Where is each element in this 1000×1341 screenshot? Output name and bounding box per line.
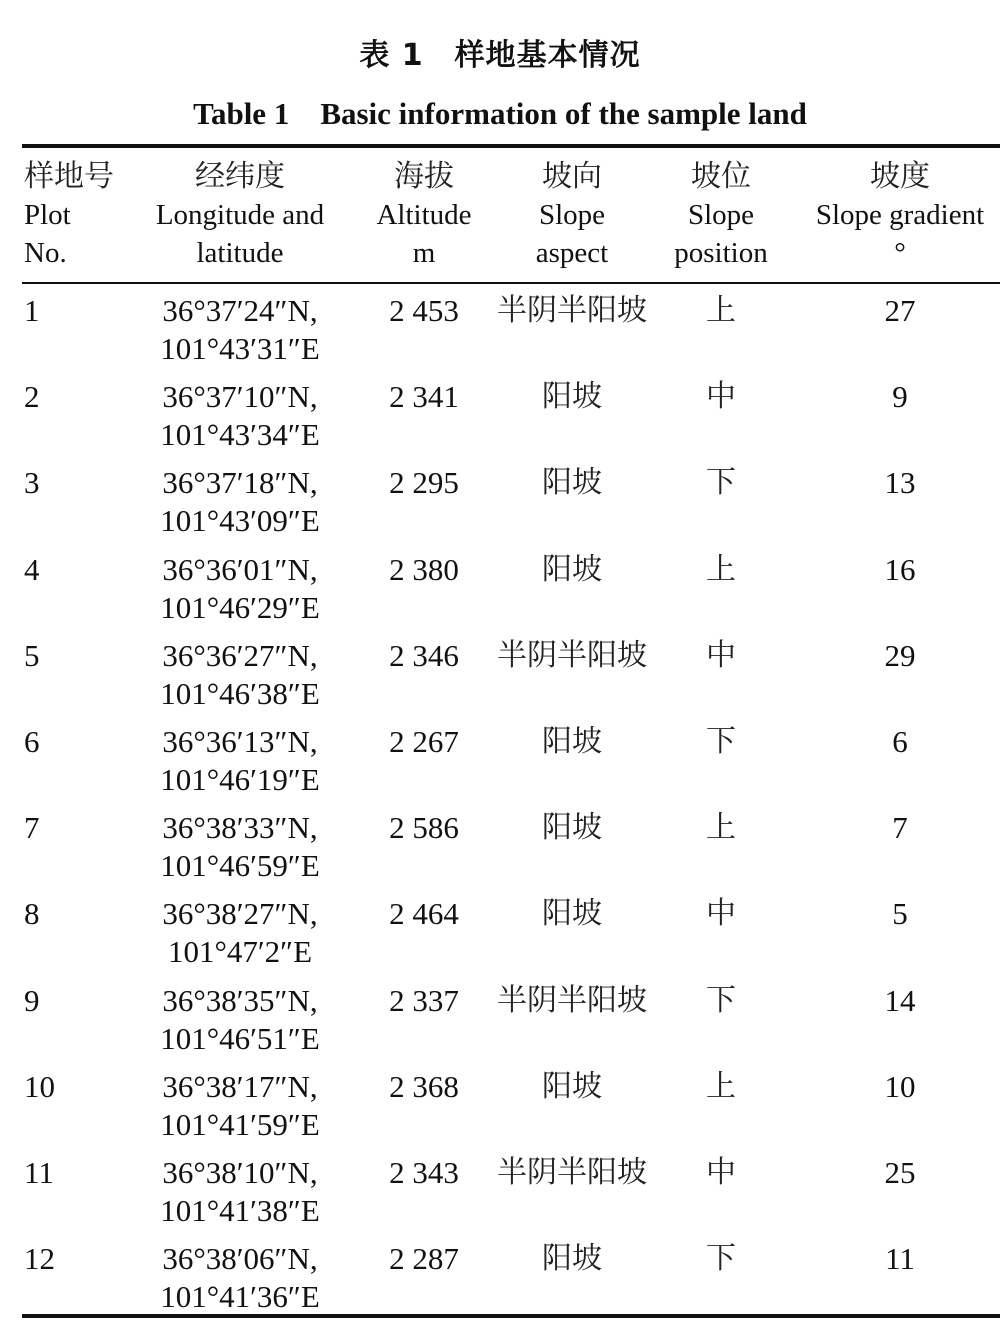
table-body (0, 292, 1000, 1326)
header-zh: 经纬度 (195, 159, 285, 194)
coordinates-lat: 36°38′35″N, (162, 982, 318, 1018)
coordinates-lon: 101°43′34″E (160, 417, 320, 453)
plot-number-plot: 12 (24, 1241, 55, 1277)
plot-number (24, 895, 84, 933)
coordinates (140, 464, 340, 540)
coordinates (140, 1240, 340, 1316)
slope-gradient-value-gradient: 10 (884, 1068, 916, 1104)
header-en-line1: Slope (538, 199, 606, 231)
table-caption-chinese: 表 1 样地基本情况 (359, 38, 641, 73)
coordinates (140, 809, 340, 885)
slope-position-value (665, 637, 777, 675)
altitude-value (370, 551, 478, 589)
altitude-value-altitude: 2 341 (389, 379, 459, 415)
table-row (0, 551, 1000, 637)
coordinates-lon: 101°46′38″E (160, 675, 320, 711)
altitude-value (370, 637, 478, 675)
plot-number (24, 982, 84, 1020)
slope-position-value (665, 723, 777, 761)
coordinates-lon: 101°43′09″E (160, 503, 320, 539)
coordinates (140, 1068, 340, 1144)
slope-gradient-value (800, 1240, 1000, 1278)
slope-aspect-value-aspect: 阳坡 (542, 810, 602, 846)
slope-position-value (665, 464, 777, 502)
slope-aspect-value (487, 895, 657, 933)
plot-number-plot: 1 (24, 293, 40, 328)
slope-aspect-value (487, 464, 657, 502)
table-row (0, 809, 1000, 895)
slope-gradient-value-gradient: 27 (884, 293, 916, 328)
slope-aspect-value (487, 292, 657, 330)
table-row (0, 1068, 1000, 1154)
altitude-value-altitude: 2 464 (389, 896, 459, 932)
coordinates-lat: 36°36′01″N, (162, 551, 318, 587)
plot-number (24, 292, 84, 330)
coordinates (140, 982, 340, 1058)
coordinates-lat: 36°38′17″N, (162, 1068, 318, 1104)
plot-number-plot: 9 (24, 982, 40, 1018)
altitude-value-altitude: 2 287 (389, 1241, 459, 1277)
slope-position-value-position: 上 (706, 293, 736, 328)
slope-gradient-value (800, 378, 1000, 416)
slope-gradient-value (800, 637, 1000, 675)
slope-gradient-value-gradient: 13 (884, 465, 916, 501)
coordinates-lon: 101°47′2″E (167, 934, 313, 970)
slope-aspect-value-aspect: 阳坡 (542, 379, 602, 415)
altitude-value (370, 1068, 478, 1106)
header-longitude-latitude (140, 158, 340, 278)
slope-gradient-value-gradient: 14 (884, 982, 916, 1018)
coordinates-lon: 101°41′38″E (160, 1192, 320, 1228)
slope-position-value (665, 895, 777, 933)
header-en-line1: Slope (687, 199, 755, 231)
altitude-value-altitude: 2 368 (389, 1068, 459, 1104)
coordinates-lon: 101°41′59″E (160, 1106, 320, 1142)
slope-gradient-value (800, 809, 1000, 847)
header-en-line2: position (674, 237, 768, 269)
slope-aspect-value (487, 809, 657, 847)
plot-number (24, 551, 84, 589)
header-slope-aspect (487, 158, 657, 278)
altitude-value (370, 1240, 478, 1278)
header-zh: 坡向 (542, 159, 602, 194)
slope-aspect-value-aspect: 阳坡 (542, 465, 602, 501)
header-altitude (370, 158, 478, 278)
header-slope-position (665, 158, 777, 278)
top-rule (22, 144, 1000, 148)
plot-number-plot: 3 (24, 465, 40, 501)
plot-number-plot: 2 (24, 379, 40, 415)
altitude-value-altitude: 2 586 (389, 810, 459, 846)
header-rule (22, 282, 1000, 284)
table-row (0, 895, 1000, 981)
slope-aspect-value (487, 982, 657, 1020)
coordinates-lon: 101°46′29″E (160, 589, 320, 625)
slope-aspect-value (487, 378, 657, 416)
coordinates-lon: 101°46′59″E (160, 848, 320, 884)
plot-number-plot: 7 (24, 810, 40, 846)
slope-position-value-position: 中 (706, 896, 736, 932)
header-en-line2: ° (894, 237, 906, 269)
coordinates-lat: 36°37′18″N, (162, 465, 318, 501)
slope-aspect-value (487, 723, 657, 761)
coordinates-lon: 101°46′19″E (160, 761, 320, 797)
slope-aspect-value-aspect: 阳坡 (542, 551, 602, 587)
slope-position-value (665, 1240, 777, 1278)
slope-position-value-position: 中 (706, 1154, 736, 1190)
slope-position-value (665, 1154, 777, 1192)
plot-number-plot: 8 (24, 896, 40, 932)
slope-gradient-value (800, 723, 1000, 761)
altitude-value (370, 1154, 478, 1192)
slope-position-value (665, 378, 777, 416)
slope-gradient-value-gradient: 5 (892, 896, 908, 932)
coordinates-lat: 36°38′10″N, (162, 1154, 318, 1190)
slope-gradient-value (800, 1068, 1000, 1106)
header-en-line2: No. (24, 237, 67, 269)
slope-position-value (665, 292, 777, 330)
altitude-value (370, 723, 478, 761)
header-zh: 样地号 (24, 159, 114, 194)
slope-gradient-value-gradient: 11 (885, 1241, 915, 1277)
coordinates-lon: 101°43′31″E (160, 331, 320, 366)
coordinates (140, 378, 340, 454)
plot-number (24, 723, 84, 761)
altitude-value (370, 809, 478, 847)
altitude-value (370, 378, 478, 416)
plot-number-plot: 4 (24, 551, 40, 587)
slope-aspect-value-aspect: 半阴半阳坡 (497, 293, 647, 328)
slope-position-value-position: 下 (706, 1241, 736, 1277)
coordinates (140, 292, 340, 368)
plot-number-plot: 11 (24, 1154, 54, 1190)
plot-number (24, 809, 84, 847)
altitude-value-altitude: 2 380 (389, 551, 459, 587)
slope-aspect-value (487, 1068, 657, 1106)
coordinates (140, 895, 340, 971)
slope-aspect-value (487, 637, 657, 675)
plot-number (24, 1240, 84, 1278)
altitude-value-altitude: 2 295 (389, 465, 459, 501)
plot-number-plot: 10 (24, 1068, 55, 1104)
header-en-line2: m (412, 237, 436, 269)
coordinates-lat: 36°37′24″N, (162, 293, 318, 328)
altitude-value (370, 982, 478, 1020)
table-row (0, 723, 1000, 809)
slope-position-value-position: 下 (706, 465, 736, 501)
slope-position-value-position: 中 (706, 379, 736, 415)
plot-number-plot: 6 (24, 723, 40, 759)
slope-gradient-value (800, 551, 1000, 589)
table-row (0, 464, 1000, 550)
slope-position-value-position: 上 (706, 1068, 736, 1104)
slope-gradient-value-gradient: 16 (884, 551, 916, 587)
slope-gradient-value (800, 1154, 1000, 1192)
slope-gradient-value-gradient: 7 (892, 810, 908, 846)
plot-number-plot: 5 (24, 637, 40, 673)
coordinates-lat: 36°36′27″N, (162, 637, 318, 673)
coordinates-lat: 36°36′13″N, (162, 723, 318, 759)
slope-aspect-value-aspect: 半阴半阳坡 (497, 1154, 647, 1190)
coordinates (140, 551, 340, 627)
coordinates-lat: 36°38′27″N, (162, 896, 318, 932)
slope-position-value (665, 982, 777, 1020)
altitude-value (370, 292, 478, 330)
header-slope-gradient (800, 158, 1000, 278)
slope-position-value-position: 下 (706, 982, 736, 1018)
header-en-line1: Altitude (376, 199, 472, 231)
slope-gradient-value (800, 982, 1000, 1020)
slope-position-value-position: 上 (706, 551, 736, 587)
coordinates-lon: 101°41′36″E (160, 1279, 320, 1315)
coordinates-lat: 36°37′10″N, (162, 379, 318, 415)
slope-aspect-value-aspect: 阳坡 (542, 1068, 602, 1104)
altitude-value-altitude: 2 453 (389, 293, 459, 328)
slope-aspect-value-aspect: 半阴半阳坡 (497, 637, 647, 673)
slope-aspect-value-aspect: 阳坡 (542, 723, 602, 759)
slope-aspect-value-aspect: 阳坡 (542, 896, 602, 932)
plot-number (24, 464, 84, 502)
slope-position-value (665, 551, 777, 589)
header-plot-no (24, 158, 134, 278)
slope-gradient-value (800, 292, 1000, 330)
slope-position-value-position: 下 (706, 723, 736, 759)
slope-gradient-value-gradient: 29 (884, 637, 916, 673)
slope-aspect-value-aspect: 半阴半阳坡 (497, 982, 647, 1018)
slope-gradient-value-gradient: 9 (892, 379, 908, 415)
slope-aspect-value (487, 551, 657, 589)
slope-position-value (665, 809, 777, 847)
bottom-rule (22, 1314, 1000, 1318)
altitude-value-altitude: 2 343 (389, 1154, 459, 1190)
slope-position-value-position: 上 (706, 810, 736, 846)
coordinates-lat: 36°38′33″N, (162, 810, 318, 846)
header-en-line1: Slope gradient (815, 199, 985, 231)
altitude-value-altitude: 2 267 (389, 723, 459, 759)
slope-gradient-value-gradient: 6 (892, 723, 908, 759)
plot-number (24, 1154, 84, 1192)
coordinates-lat: 36°38′06″N, (162, 1241, 318, 1277)
table-row (0, 378, 1000, 464)
slope-aspect-value (487, 1154, 657, 1192)
coordinates-lon: 101°46′51″E (160, 1020, 320, 1056)
table-caption-english: Table 1 Basic information of the sample land (193, 96, 807, 131)
header-en-line1: Plot (24, 199, 71, 231)
header-zh: 坡位 (691, 159, 751, 194)
slope-aspect-value (487, 1240, 657, 1278)
coordinates (140, 1154, 340, 1230)
header-zh: 坡度 (870, 159, 930, 194)
slope-position-value (665, 1068, 777, 1106)
plot-number (24, 637, 84, 675)
header-zh: 海拔 (394, 159, 454, 194)
slope-gradient-value (800, 464, 1000, 502)
plot-number (24, 378, 84, 416)
altitude-value-altitude: 2 337 (389, 982, 459, 1018)
altitude-value (370, 464, 478, 502)
slope-gradient-value (800, 895, 1000, 933)
coordinates (140, 637, 340, 713)
header-en-line1: Longitude and (155, 199, 325, 231)
table-row (0, 982, 1000, 1068)
table-row (0, 637, 1000, 723)
header-en-line2: aspect (535, 237, 609, 269)
slope-position-value-position: 中 (706, 637, 736, 673)
coordinates (140, 723, 340, 799)
header-en-line2: latitude (196, 237, 284, 269)
table-row (0, 292, 1000, 378)
altitude-value-altitude: 2 346 (389, 637, 459, 673)
slope-gradient-value-gradient: 25 (884, 1154, 916, 1190)
table-row (0, 1154, 1000, 1240)
plot-number (24, 1068, 84, 1106)
altitude-value (370, 895, 478, 933)
slope-aspect-value-aspect: 阳坡 (542, 1241, 602, 1277)
